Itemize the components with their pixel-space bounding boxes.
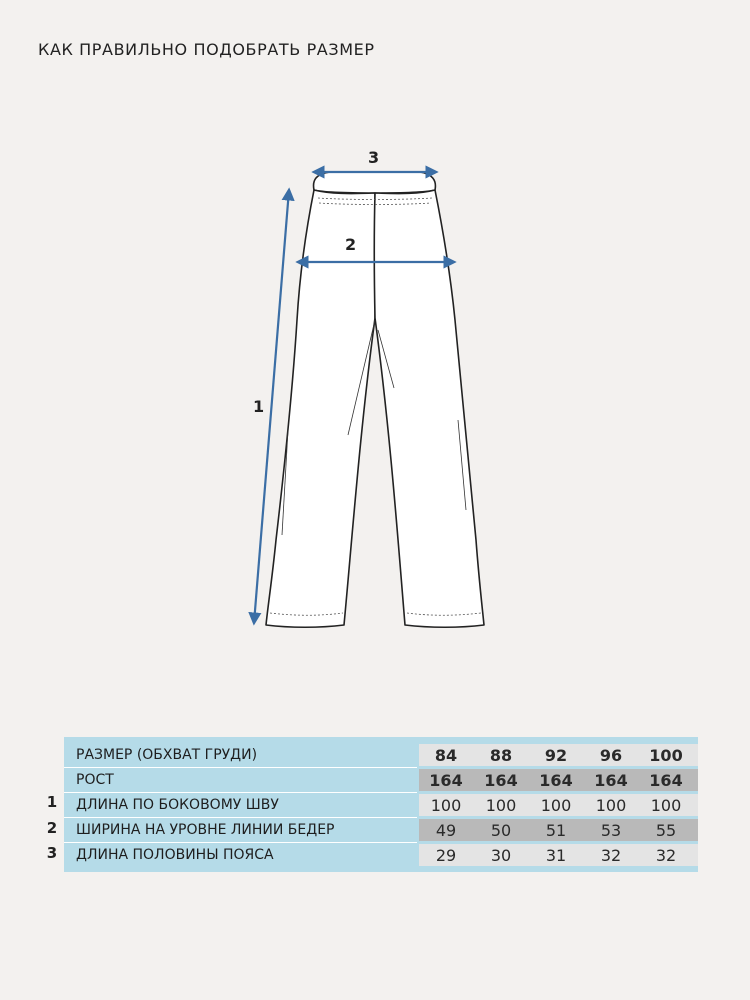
- row-number: 2: [46, 819, 58, 837]
- size-table: [64, 737, 698, 872]
- row-divider: [64, 817, 417, 818]
- pants-outline: [266, 172, 484, 627]
- table-row-hip-width: [64, 819, 698, 841]
- table-cell: 164: [539, 771, 573, 790]
- table-cell: 50: [490, 821, 512, 840]
- row-values: [419, 794, 698, 816]
- table-cell: 164: [484, 771, 518, 790]
- table-row-half-waist: [64, 844, 698, 866]
- row-values: [419, 844, 698, 866]
- table-row-size: [64, 744, 698, 766]
- table-cell: 164: [649, 771, 683, 790]
- table-cell: 92: [544, 746, 568, 765]
- table-cell: 53: [600, 821, 622, 840]
- row-label: ДЛИНА ПО БОКОВОМУ ШВУ: [76, 797, 279, 813]
- table-row-side-length: [64, 794, 698, 816]
- row-label: ШИРИНА НА УРОВНЕ ЛИНИИ БЕДЕР: [76, 822, 335, 838]
- row-values: [419, 769, 698, 791]
- table-cell: 30: [490, 846, 512, 865]
- table-cell: 51: [545, 821, 567, 840]
- table-cell: 100: [649, 746, 683, 765]
- measure-label-2: 2: [345, 235, 357, 254]
- table-cell: 32: [655, 846, 677, 865]
- row-label: РАЗМЕР (ОБХВАТ ГРУДИ): [76, 747, 258, 763]
- table-cell: 100: [540, 796, 572, 815]
- table-cell: 100: [485, 796, 517, 815]
- table-cell: 49: [435, 821, 457, 840]
- table-cell: 100: [650, 796, 682, 815]
- table-cell: 29: [435, 846, 457, 865]
- table-cell: 164: [429, 771, 463, 790]
- row-divider: [64, 767, 417, 768]
- row-values: [419, 819, 698, 841]
- measure-label-1: 1: [253, 397, 265, 416]
- table-cell: 88: [489, 746, 513, 765]
- measure-label-3: 3: [368, 148, 380, 167]
- table-cell: 31: [545, 846, 567, 865]
- row-label: РОСТ: [76, 772, 114, 788]
- table-row-height: [64, 769, 698, 791]
- table-cell: 100: [595, 796, 627, 815]
- row-values: [419, 744, 698, 766]
- row-divider: [64, 842, 417, 843]
- table-cell: 100: [430, 796, 462, 815]
- row-number: 1: [46, 793, 58, 811]
- row-divider: [64, 792, 417, 793]
- page-title: КАК ПРАВИЛЬНО ПОДОБРАТЬ РАЗМЕР: [38, 40, 375, 59]
- table-cell: 84: [434, 746, 458, 765]
- table-cell: 164: [594, 771, 628, 790]
- row-label: ДЛИНА ПОЛОВИНЫ ПОЯСА: [76, 847, 274, 863]
- table-cell: 55: [655, 821, 677, 840]
- row-number: 3: [46, 844, 58, 862]
- table-cell: 96: [599, 746, 623, 765]
- table-cell: 32: [600, 846, 622, 865]
